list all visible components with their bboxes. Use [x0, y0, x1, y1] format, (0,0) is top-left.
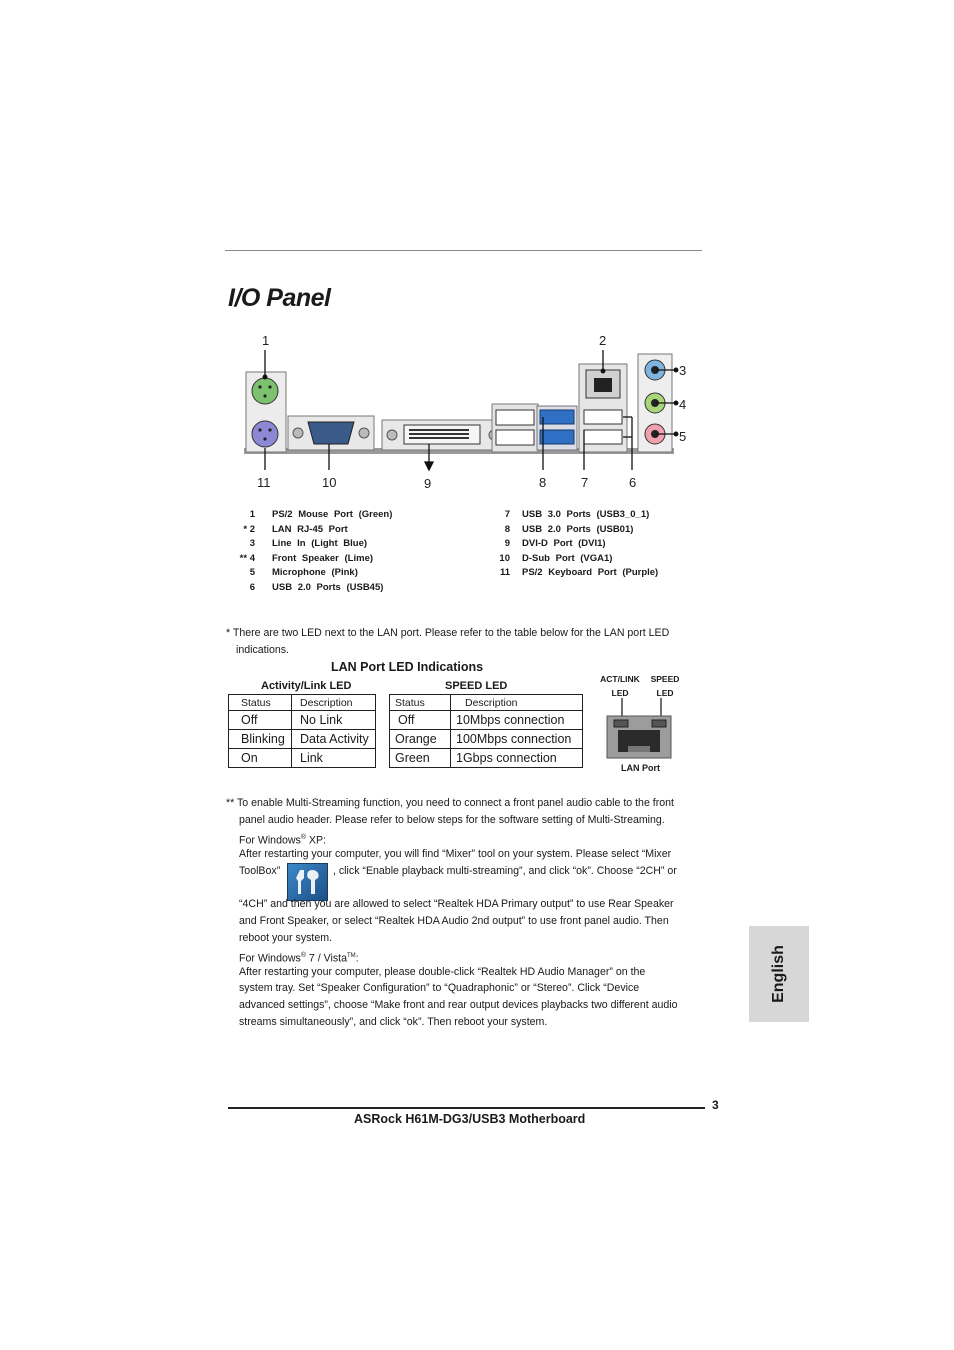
ms-w7-line4: streams simultaneously”, and click “ok”. Then reboot your system. — [239, 1016, 548, 1028]
callout-7: 7 — [581, 475, 589, 490]
usb-port — [584, 430, 622, 444]
table-row: On Link — [229, 749, 376, 768]
callout-6: 6 — [629, 475, 637, 490]
callout-5: 5 — [679, 429, 687, 444]
lan-table-title: LAN Port LED Indications — [331, 660, 484, 674]
lan-note-line2: indications. — [236, 644, 289, 656]
table-row: Orange 100Mbps connection — [390, 730, 583, 749]
ms-xp-line2a: ToolBox” — [239, 865, 281, 877]
ms-line2: panel audio header. Please refer to below steps for the software setting of Multi-Streaming. — [239, 814, 665, 826]
usb-port — [496, 410, 534, 425]
port-legend-right: 7 USB 3.0 Ports (USB3_0_1) 8 USB 2.0 Ports (USB01) 9 DVI-D Port (DVI1) 10 D-Sub Port (VGA1) 11 PS/2 Keyboard Port (Purple) — [499, 509, 659, 579]
callout-10: 10 — [322, 475, 337, 490]
col-description: Description — [451, 695, 583, 711]
ms-w7-line1: After restarting your computer, please double-click “Realtek HD Audio Manager” on the — [239, 966, 646, 978]
callout-9: 9 — [424, 476, 432, 491]
ms-xp-line2b: , click “Enable playback multi-streaming”, and click “ok”. Choose “2CH” or — [333, 865, 677, 877]
table-row: Blinking Data Activity — [229, 730, 376, 749]
language-tab — [749, 926, 809, 1022]
speed-led-table — [389, 694, 583, 768]
speed-led-heading: SPEED LED — [445, 680, 508, 692]
speed-led — [652, 720, 666, 727]
callout-1: 1 — [262, 333, 270, 348]
page-title: I/O Panel — [228, 284, 331, 312]
ms-w7-line2: system tray. Set “Speaker Configuration” to “Quadraphonic” or “Stereo”. Click “Device — [239, 982, 640, 994]
callout-3: 3 — [679, 363, 687, 378]
ps2-keyboard-port — [252, 421, 278, 447]
ms-xp-line4: and Front Speaker, or select “Realtek HDA Audio 2nd output” to use front panel audio. Then — [239, 915, 669, 927]
usb3-port — [540, 410, 574, 424]
activity-led-table — [228, 694, 376, 768]
callout-2: 2 — [599, 333, 607, 348]
callout-11: 11 — [257, 475, 271, 490]
ms-xp-line5: reboot your system. — [239, 932, 333, 944]
ms-w7-line3: advanced settings”, choose “Make front and rear output devices playbacks two different audio — [239, 999, 678, 1011]
ms-xp-line3: “4CH” and then you are allowed to select “Realtek HDA Primary output” to use Rear Speaker — [239, 898, 674, 910]
page-number: 3 — [712, 1098, 719, 1112]
col-description: Description — [292, 695, 376, 711]
usb3-port — [540, 430, 574, 444]
table-header-row — [229, 695, 376, 711]
ms-line1: ** To enable Multi-Streaming function, you need to connect a front panel audio cable to the front — [226, 797, 674, 809]
table-row: Off No Link — [229, 711, 376, 730]
speed-led-label: SPEED LED — [650, 674, 680, 698]
lan-port-caption: LAN Port — [621, 763, 660, 773]
top-rule — [225, 250, 702, 251]
lan-port-figure — [604, 698, 674, 760]
ms-win7-label: For Windows® 7 / Vista™: — [239, 952, 359, 965]
ps2-mouse-port — [252, 378, 278, 404]
table-row: Off 10Mbps connection — [390, 711, 583, 730]
ms-xp-line1: After restarting your computer, you will find “Mixer” tool on your system. Please select “Mixer — [239, 848, 672, 860]
io-panel-diagram — [244, 330, 694, 495]
port-legend-left: 1 PS/2 Mouse Port (Green) * 2 LAN RJ-45 Port 3 Line In (Light Blue) ** 4 Front Speaker (Lime) 5 Microphone (Pink) 6 USB 2.0 Ports (USB45) — [239, 509, 393, 593]
usb-port — [496, 430, 534, 445]
language-tab-label: English — [770, 945, 787, 1003]
act-link-led-label: ACT/LINK LED — [600, 674, 640, 698]
callout-4: 4 — [679, 397, 687, 412]
table-header-row — [390, 695, 583, 711]
lan-note-line1: * There are two LED next to the LAN port. Please refer to the table below for the LAN port LED — [226, 627, 670, 639]
table-row: Green 1Gbps connection — [390, 749, 583, 768]
vga-connector — [308, 422, 354, 444]
footer-rule — [228, 1107, 705, 1109]
col-status: Status — [229, 695, 292, 711]
ms-xp-label: For Windows® XP: — [239, 834, 327, 847]
activity-led-heading: Activity/Link LED — [261, 680, 352, 692]
callout-8: 8 — [539, 475, 547, 490]
usb-port — [584, 410, 622, 424]
footer-title: ASRock H61M-DG3/USB3 Motherboard — [354, 1112, 586, 1126]
act-led — [614, 720, 628, 727]
col-status: Status — [390, 695, 451, 711]
